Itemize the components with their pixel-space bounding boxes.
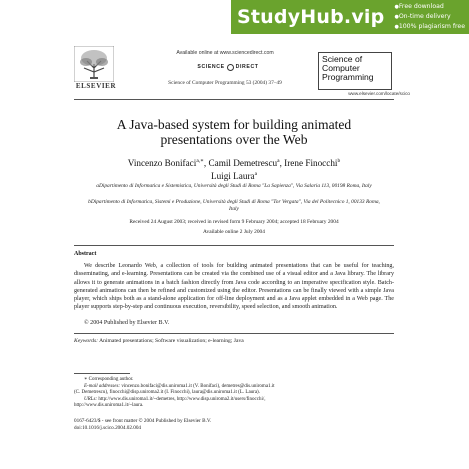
banner-feature: ● Free download xyxy=(394,2,465,12)
keywords-label: Keywords: xyxy=(74,338,99,344)
keywords-line xyxy=(74,338,394,344)
doi-line[interactable]: doi:10.1016/j.scico.2004.02.004 xyxy=(74,425,142,431)
email-note xyxy=(84,384,404,390)
journal-citation: Science of Computer Programming 53 (2004) 37–49 xyxy=(168,80,282,86)
author-name: Vincenzo Bonifaci xyxy=(127,158,197,169)
footnote-divider xyxy=(74,373,130,374)
header-divider xyxy=(74,99,394,100)
author-affil-mark: a xyxy=(277,158,280,164)
urls-note-cont[interactable]: http://www.dis.uniroma1.it/~laura. xyxy=(74,403,144,408)
abstract-body: We describe Leonardo Web, a collection of tools for building animated presentations that can be useful for teaching, disseminating, and e-learning. Presentations can be created via the combined use of a visual editor and a Java library. The library allows it to generate animations in a batch fashion directly from Java code according to an imperative specification style. Batch-generated animations can then be refined and customized using the editor. Presentations can be finally viewed with a simple Java player, which ships both as a stand-alone application for off-line deployment and as a Java applet embedded in a Web page. The player supports step-by-step and continuous execution, reversibility, speed selection, and smooth animation. xyxy=(74,263,394,311)
banner-logo: StudyHub.vip xyxy=(237,6,385,28)
banner-feature: ● 100% plagiarism free xyxy=(394,22,465,32)
journal-box-line: Science of xyxy=(322,54,363,64)
title-line: A Java-based system for building animated xyxy=(116,117,352,132)
abstract-copyright: © 2004 Published by Elsevier B.V. xyxy=(84,320,170,326)
banner-feature-list xyxy=(394,2,465,32)
author-affil-mark: a xyxy=(254,171,258,178)
available-date: Available online 2 July 2004 xyxy=(203,229,265,235)
paper-title xyxy=(74,117,394,147)
urls-list[interactable]: http://www.dis.uniroma1.it/~demetres, http://www.disp.uniroma2.it/users/finocchi/, xyxy=(97,396,266,402)
sd-right-word: DIRECT xyxy=(235,64,259,70)
journal-box-line: Computer xyxy=(322,63,360,73)
urls-note xyxy=(84,397,404,403)
keywords-list: Animated presentations; Software visualization; e-learning; Java xyxy=(98,338,244,344)
email-note-cont: (C. Demetrescu), finocchi@disp.uniroma2.it (I. Finocchi), laura@dis.uniroma1.it (L. Laura). xyxy=(74,390,260,395)
elsevier-tree-logo-icon xyxy=(74,46,114,82)
urls-label: URLs: xyxy=(84,396,98,402)
keywords-divider xyxy=(74,333,394,334)
received-dates: Received 24 August 2003; received in revised form 9 February 2004; accepted 18 February 2004 xyxy=(129,219,339,225)
banner-feature: ● On-time delivery xyxy=(394,12,465,22)
journal-url-link[interactable]: www.elsevier.com/locate/scico xyxy=(348,91,410,96)
corresponding-note: ∗ Corresponding author. xyxy=(84,377,134,382)
abstract-top-divider xyxy=(74,245,394,246)
issn-line: 0167-6423/$ - see front matter © 2004 Published by Elsevier B.V. xyxy=(74,418,212,424)
authors-line xyxy=(74,156,394,169)
author-name: , Camil Demetrescu xyxy=(203,158,278,169)
publisher-name: ELSEVIER xyxy=(75,82,117,90)
abstract-heading: Abstract xyxy=(74,251,97,257)
sciencedirect-logo xyxy=(178,62,278,72)
affiliation-a: aDipartimento di Informatica e Sistemistica, Università degli Studi di Roma "La Sapienza", Via Salaria 113, 00198 Roma, Italy xyxy=(96,183,372,189)
author-affil-mark: b xyxy=(337,158,341,164)
journal-title-box xyxy=(318,52,392,90)
authors-line xyxy=(74,169,394,182)
journal-box-line: Programming xyxy=(322,72,374,82)
sd-dot-icon xyxy=(227,64,234,71)
author-name: , Irene Finocchi xyxy=(279,158,338,169)
author-affil-mark: a,∗ xyxy=(196,158,204,164)
sd-left-word: SCIENCE xyxy=(197,64,225,70)
email-label: E-mail addresses: xyxy=(84,383,121,389)
available-online-line: Available online at www.sciencedirect.com xyxy=(176,50,274,56)
affiliation-b: bDipartimento di Informatica, Sistemi e Produzione, Università degli Studi di Roma "Tor Vergata", Via del Politecnico 1, 00133 Roma, Italy xyxy=(88,199,380,212)
author-list xyxy=(74,156,394,182)
email-list: vincenzo.bonifaci@dis.uniroma1.it (V. Bonifaci), demetres@dis.uniroma1.it xyxy=(120,383,275,389)
author-name: Luigi Laura xyxy=(210,171,255,182)
studyhub-banner[interactable] xyxy=(231,0,469,34)
title-line: presentations over the Web xyxy=(160,132,308,147)
